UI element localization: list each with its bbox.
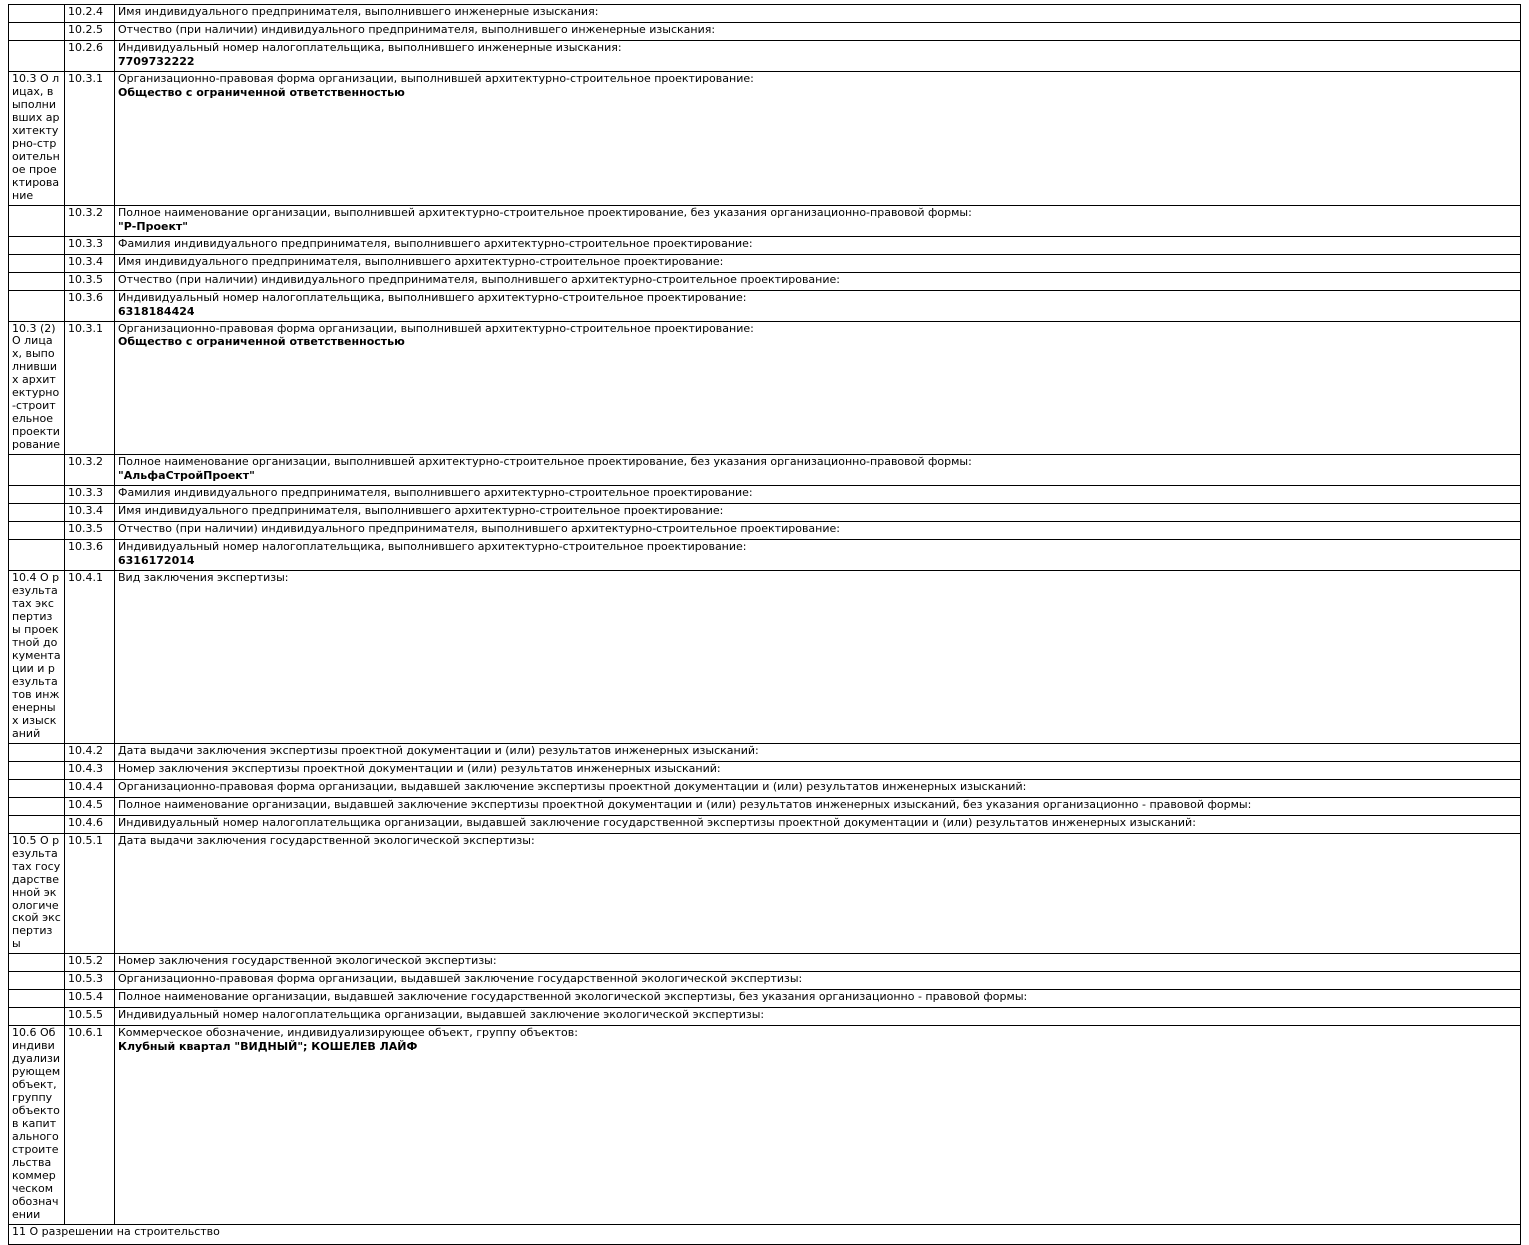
row-content [115,1026,1521,1225]
row-number: 10.4.4 [65,779,115,797]
row-content [115,5,1521,23]
row-label: Имя индивидуального предпринимателя, выполнившего архитектурно-строительное проектирование: [118,505,724,518]
row-content [115,236,1521,254]
row-content [115,779,1521,797]
row-content [115,205,1521,236]
row-number: 10.3.1 [65,321,115,455]
table-row [9,23,1521,41]
row-number: 10.4.1 [65,571,115,744]
row-group-label [9,23,65,41]
table-row [9,954,1521,972]
row-label: Коммерческое обозначение, индивидуализирующее объект, группу объектов: [118,1027,578,1040]
table-row [9,990,1521,1008]
row-number: 10.3.3 [65,236,115,254]
row-content [115,1008,1521,1026]
row-value: "АльфаСтройПроект" [118,469,255,483]
row-content [115,972,1521,990]
row-group-label: 10.5 О результатах государственной экологической экспертизы [9,833,65,954]
row-label: Индивидуальный номер налогоплательщика, выполнившего инженерные изыскания: [118,42,622,54]
row-label: Дата выдачи заключения экспертизы проектной документации и (или) результатов инженерных изысканий: [118,744,759,757]
row-content [115,504,1521,522]
row-label: Организационно-правовая форма организации, выполнившей архитектурно-строительное проектирование: [118,72,754,85]
table-row [9,815,1521,833]
row-value: 7709732222 [118,54,195,68]
table-body [9,5,1521,1245]
row-content [115,761,1521,779]
row-number: 10.3.6 [65,540,115,571]
row-label: Отчество (при наличии) индивидуального предпринимателя, выполнившего архитектурно-строительное проектирование: [118,523,840,536]
row-number: 10.4.3 [65,761,115,779]
row-group-label [9,486,65,504]
row-group-label [9,954,65,972]
row-number: 10.3.2 [65,455,115,486]
row-label: Полное наименование организации, выдавшей заключение государственной экологической экспертизы, без указания организационно - правовой формы: [118,991,1028,1004]
row-group-label: 10.3 О лицах, выполнивших архитектурно-строительное проектирование [9,71,65,205]
row-value: Общество с ограниченной ответственностью [118,85,405,99]
table-row [9,5,1521,23]
row-label: Индивидуальный номер налогоплательщика организации, выдавшей заключение государственной экспертизы проектной документации и (или) результатов инженерных изысканий: [118,816,1196,829]
row-content [115,990,1521,1008]
row-number: 10.4.6 [65,815,115,833]
table-row [9,522,1521,540]
row-label: Отчество (при наличии) индивидуального предпринимателя, выполнившего инженерные изыскания: [118,24,716,36]
row-number: 10.5.4 [65,990,115,1008]
row-number: 10.5.1 [65,833,115,954]
row-group-label [9,272,65,290]
table-row [9,761,1521,779]
row-number: 10.4.5 [65,797,115,815]
table-row [9,486,1521,504]
row-content [115,522,1521,540]
row-label: Индивидуальный номер налогоплательщика, выполнившего архитектурно-строительное проектирование: [118,541,747,554]
table-row [9,1026,1521,1225]
row-value: 6318184424 [118,304,195,318]
row-label: Индивидуальный номер налогоплательщика, выполнившего архитектурно-строительное проектирование: [118,291,747,304]
row-number: 10.3.1 [65,71,115,205]
row-content [115,455,1521,486]
table-row [9,290,1521,321]
row-group-label [9,504,65,522]
row-group-label [9,290,65,321]
table-row [9,41,1521,72]
row-group-label [9,779,65,797]
table-row [9,504,1521,522]
row-content [115,797,1521,815]
row-label: Организационно-правовая форма организации, выполнившей архитектурно-строительное проектирование: [118,322,754,335]
row-number: 10.4.2 [65,743,115,761]
row-content [115,272,1521,290]
row-number: 10.3.5 [65,522,115,540]
table-row [9,254,1521,272]
row-group-label: 10.3 (2) О лицах, выполнивших архитектурно-строительное проектирование [9,321,65,455]
row-label: Вид заключения экспертизы: [118,572,289,585]
row-group-label [9,5,65,23]
row-number: 10.3.5 [65,272,115,290]
row-content [115,321,1521,455]
row-number: 10.3.3 [65,486,115,504]
row-content [115,815,1521,833]
table-row [9,455,1521,486]
row-group-label: 10.6 Об индивидуализирующем объект, группу объектов капитального строительства коммерческом обозначении [9,1026,65,1225]
row-group-label: 10.4 О результатах экспертизы проектной документации и результатов инженерных изысканий [9,571,65,744]
row-group-label [9,972,65,990]
table-row [9,236,1521,254]
row-content [115,540,1521,571]
row-content [115,486,1521,504]
row-content [115,743,1521,761]
row-number: 10.2.4 [65,5,115,23]
row-label: Отчество (при наличии) индивидуального предпринимателя, выполнившего архитектурно-строительное проектирование: [118,273,840,286]
row-content [115,23,1521,41]
row-number: 10.3.4 [65,504,115,522]
section-header-label: 11 О разрешении на строительство [9,1224,1521,1244]
table-row [9,571,1521,744]
row-group-label [9,254,65,272]
row-content [115,833,1521,954]
row-label: Индивидуальный номер налогоплательщика организации, выдавшей заключение экологической экспертизы: [118,1009,765,1022]
row-group-label [9,205,65,236]
table-row [9,321,1521,455]
row-label: Полное наименование организации, выполнившей архитектурно-строительное проектирование, без указания организационно-правовой формы: [118,206,972,219]
table-row [9,1008,1521,1026]
row-content [115,71,1521,205]
row-group-label [9,815,65,833]
row-content [115,954,1521,972]
row-label: Полное наименование организации, выдавшей заключение экспертизы проектной документации и (или) результатов инженерных изысканий, без указания организационно - правовой формы: [118,798,1252,811]
row-label: Полное наименование организации, выполнившей архитектурно-строительное проектирование, без указания организационно-правовой формы: [118,456,972,469]
table-row [9,71,1521,205]
row-content [115,254,1521,272]
row-label: Номер заключения государственной экологической экспертизы: [118,955,497,968]
table-row [9,797,1521,815]
row-label: Фамилия индивидуального предпринимателя, выполнившего архитектурно-строительное проектирование: [118,237,753,250]
row-group-label [9,1008,65,1026]
row-group-label [9,41,65,72]
row-number: 10.3.2 [65,205,115,236]
row-group-label [9,236,65,254]
row-value: 6316172014 [118,554,195,568]
row-label: Имя индивидуального предпринимателя, выполнившего инженерные изыскания: [118,6,599,18]
registration-declaration-table [8,4,1521,1245]
row-value: Общество с ограниченной ответственностью [118,335,405,349]
row-number: 10.2.6 [65,41,115,72]
row-label: Организационно-правовая форма организации, выдавшей заключение экспертизы проектной документации и (или) результатов инженерных изысканий: [118,780,1027,793]
row-group-label [9,522,65,540]
row-group-label [9,540,65,571]
row-content [115,290,1521,321]
row-label: Дата выдачи заключения государственной экологической экспертизы: [118,834,535,847]
row-value: "Р-Проект" [118,219,189,233]
table-row [9,833,1521,954]
row-label: Фамилия индивидуального предпринимателя, выполнившего архитектурно-строительное проектирование: [118,487,753,500]
row-number: 10.3.4 [65,254,115,272]
table-row [9,779,1521,797]
row-value: Клубный квартал "ВИДНЫЙ"; КОШЕЛЕВ ЛАЙФ [118,1040,418,1054]
row-content [115,571,1521,744]
row-label: Номер заключения экспертизы проектной документации и (или) результатов инженерных изысканий: [118,762,721,775]
table-row [9,972,1521,990]
row-number: 10.5.5 [65,1008,115,1026]
row-group-label [9,455,65,486]
table-row [9,540,1521,571]
table-row [9,272,1521,290]
row-number: 10.6.1 [65,1026,115,1225]
row-group-label [9,797,65,815]
row-number: 10.3.6 [65,290,115,321]
table-row [9,743,1521,761]
row-content [115,41,1521,72]
row-label: Организационно-правовая форма организации, выдавшей заключение государственной экологической экспертизы: [118,973,803,986]
row-number: 10.2.5 [65,23,115,41]
row-number: 10.5.3 [65,972,115,990]
row-label: Имя индивидуального предпринимателя, выполнившего архитектурно-строительное проектирование: [118,255,724,268]
table-row [9,205,1521,236]
row-group-label [9,990,65,1008]
section-header-row [9,1224,1521,1244]
row-number: 10.5.2 [65,954,115,972]
row-group-label [9,761,65,779]
row-group-label [9,743,65,761]
